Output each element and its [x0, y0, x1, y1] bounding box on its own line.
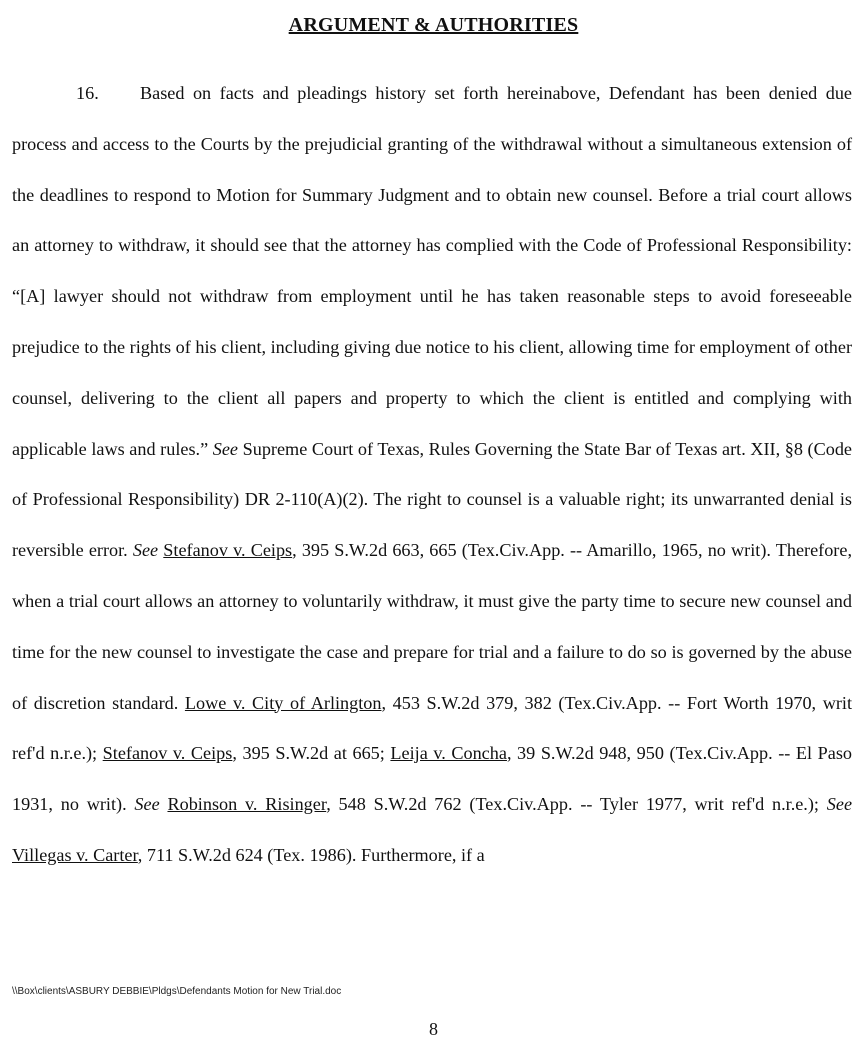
paragraph-number: 16.	[76, 83, 99, 103]
citation-signal: See	[826, 794, 853, 815]
page-number: 8	[429, 1019, 438, 1039]
paragraph-text: , 395 S.W.2d at 665;	[232, 743, 391, 764]
case-name: Stefanov v. Ceips	[163, 540, 293, 561]
section-heading: ARGUMENT & AUTHORITIES	[288, 14, 579, 36]
paragraph-text: , 395 S.W.2d 663, 665 (Tex.Civ.App. -- Amarillo, 1965, no writ). Therefore, when a trial court allows an attorney to voluntarily withdraw, it must give the party time to secure new counsel and time for the new counsel to investigate the case and prepare for trial and a failure to do so is governed by the abuse of discretion standard.	[12, 540, 852, 713]
paragraph-text: , 453 S.W.2d 379, 382 (Tex.Civ.App. -- Fort Worth 1970, writ ref'd n.r.e.);	[12, 692, 853, 764]
citation-signal: See	[132, 540, 159, 561]
paragraph-text: , 711 S.W.2d 624 (Tex. 1986). Furthermore, if a	[137, 844, 485, 865]
citation-signal: See	[134, 794, 160, 815]
paragraph-text: , 548 S.W.2d 762 (Tex.Civ.App. -- Tyler 1977, writ ref'd n.r.e.);	[326, 794, 827, 815]
case-name: Stefanov v. Ceips	[102, 743, 233, 764]
case-name: Villegas v. Carter	[12, 844, 138, 865]
paragraph-text: , 39 S.W.2d 948, 950 (Tex.Civ.App. -- El Paso 1931, no writ).	[12, 743, 852, 815]
case-name: Lowe v. City of Arlington	[184, 692, 382, 713]
paragraph-16	[12, 68, 852, 881]
citation-signal: See	[212, 438, 239, 459]
case-name: Leija v. Concha	[390, 743, 507, 764]
footer-file-path: \\Box\clients\ASBURY DEBBIE\Pldgs\Defendants Motion for New Trial.doc	[12, 986, 342, 997]
paragraph-text: Supreme Court of Texas, Rules Governing the State Bar of Texas art. XII, §8 (Code of Professional Responsibility) DR 2-110(A)(2). The right to counsel is a valuable right; its unwarranted denial is reversible error.	[12, 438, 853, 561]
case-name: Robinson v. Risinger	[167, 794, 327, 815]
paragraph-text: Based on facts and pleadings history set forth hereinabove, Defendant has been denied due process and access to the Courts by the prejudicial granting of the withdrawal without a simultaneous extension of the deadlines to respond to Motion for Summary Judgment and to obtain new counsel. Before a trial court allows an attorney to withdraw, it should see that the attorney has complied with the Code of Professional Responsibility: “[A] lawyer should not withdraw from employment until he has taken reasonable steps to avoid foreseeable prejudice to the rights of his client, including giving due notice to his client, allowing time for employment of other counsel, delivering to the client all papers and property to which the client is entitled and complying with applicable laws and rules.”	[12, 83, 852, 459]
